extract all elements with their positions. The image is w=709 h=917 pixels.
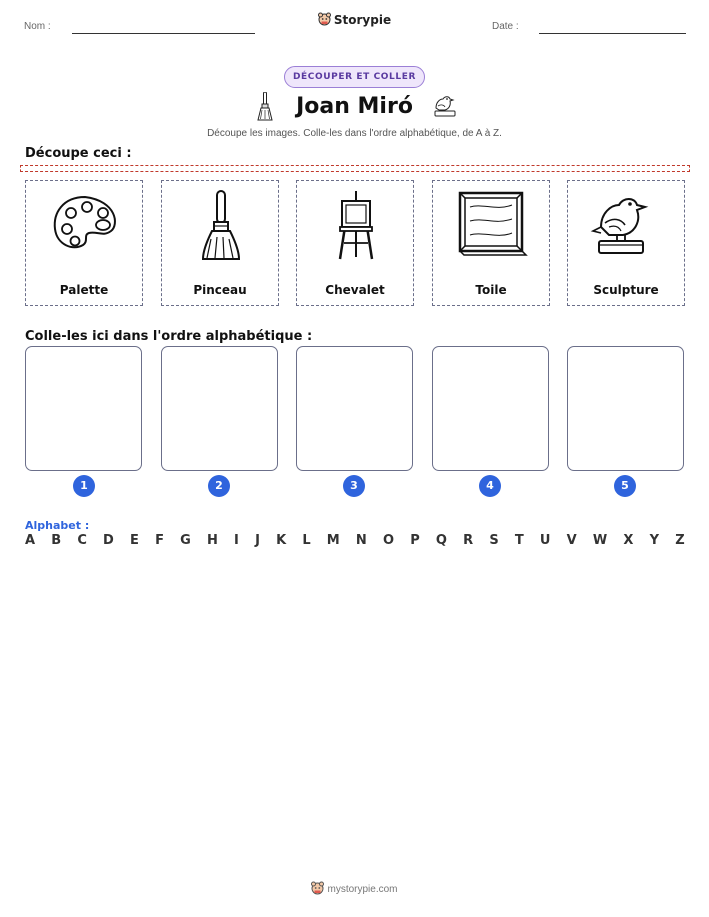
title-bird-sculpture-icon — [431, 94, 458, 119]
paintbrush-icon — [181, 187, 261, 267]
slot-number-badge: 3 — [343, 475, 365, 497]
card-label: Pinceau — [193, 283, 247, 297]
alphabet-letter: I — [234, 533, 239, 548]
paste-slot-2[interactable] — [161, 346, 278, 471]
slot-number-badge: 4 — [479, 475, 501, 497]
alphabet-letter: T — [514, 533, 524, 548]
paste-slot-5[interactable] — [567, 346, 684, 471]
alphabet-letter: N — [355, 533, 367, 548]
card-label: Sculpture — [593, 283, 659, 297]
worksheet-title: Joan Miró — [296, 94, 413, 119]
cut-line — [20, 165, 690, 172]
card-label: Toile — [475, 283, 507, 297]
alphabet-letter: G — [180, 533, 191, 548]
alphabet-row — [25, 533, 685, 548]
instructions: Découpe les images. Colle-les dans l'ordre alphabétique, de A à Z. — [207, 128, 502, 139]
alphabet-letter: O — [382, 533, 395, 548]
alphabet-letter: Q — [435, 533, 447, 548]
brand-logo — [0, 12, 709, 29]
slot-number-badge: 5 — [614, 475, 636, 497]
cut-card-sculpture[interactable] — [567, 180, 685, 306]
easel-icon — [316, 187, 396, 267]
cut-card-toile[interactable] — [432, 180, 550, 306]
alphabet-letter: J — [255, 533, 260, 548]
alphabet-letter: W — [592, 533, 608, 548]
card-label: Chevalet — [325, 283, 385, 297]
alphabet-letter: X — [623, 533, 634, 548]
canvas-icon — [452, 187, 532, 267]
footer-site-link[interactable]: mystorypie.com — [327, 884, 398, 896]
palette-icon — [45, 187, 125, 267]
cut-card-chevalet[interactable] — [296, 180, 414, 306]
cut-card-palette[interactable] — [25, 180, 143, 306]
alphabet-letter: H — [206, 533, 218, 548]
alphabet-letter: L — [302, 533, 311, 548]
alphabet-letter: B — [51, 533, 62, 548]
alphabet-letter: Z — [675, 533, 685, 548]
card-label: Palette — [59, 283, 109, 297]
alphabet-letter: A — [25, 533, 36, 548]
slot-number-badge: 2 — [208, 475, 230, 497]
slot-number-badge: 1 — [73, 475, 95, 497]
alphabet-letter: C — [77, 533, 87, 548]
alphabet-letter: F — [155, 533, 164, 548]
paste-slot-1[interactable] — [25, 346, 142, 471]
name-label: Nom : — [24, 21, 51, 32]
alphabet-label: Alphabet : — [25, 519, 90, 532]
paste-slot-4[interactable] — [432, 346, 549, 471]
alphabet-letter: K — [276, 533, 287, 548]
cut-card-pinceau[interactable] — [161, 180, 279, 306]
alphabet-letter: Y — [649, 533, 660, 548]
name-field-line[interactable] — [72, 33, 255, 34]
footer — [0, 881, 709, 898]
alphabet-letter: U — [539, 533, 551, 548]
bird-sculpture-icon — [587, 187, 667, 267]
storypie-mascot-icon — [318, 12, 331, 29]
alphabet-letter: D — [103, 533, 114, 548]
paste-section-heading: Colle-les ici dans l'ordre alphabétique : — [25, 329, 313, 344]
cut-section-heading: Découpe ceci : — [25, 146, 132, 161]
alphabet-letter: V — [566, 533, 577, 548]
brand-name: Storypie — [333, 13, 392, 27]
activity-tag: DÉCOUPER ET COLLER — [284, 66, 425, 88]
alphabet-letter: E — [130, 533, 139, 548]
alphabet-letter: P — [410, 533, 420, 548]
date-field-line[interactable] — [539, 33, 686, 34]
paste-slot-3[interactable] — [296, 346, 413, 471]
alphabet-letter: S — [489, 533, 499, 548]
alphabet-letter: M — [326, 533, 340, 548]
storypie-mascot-icon — [311, 881, 324, 898]
date-label: Date : — [492, 21, 519, 32]
alphabet-letter: R — [463, 533, 474, 548]
